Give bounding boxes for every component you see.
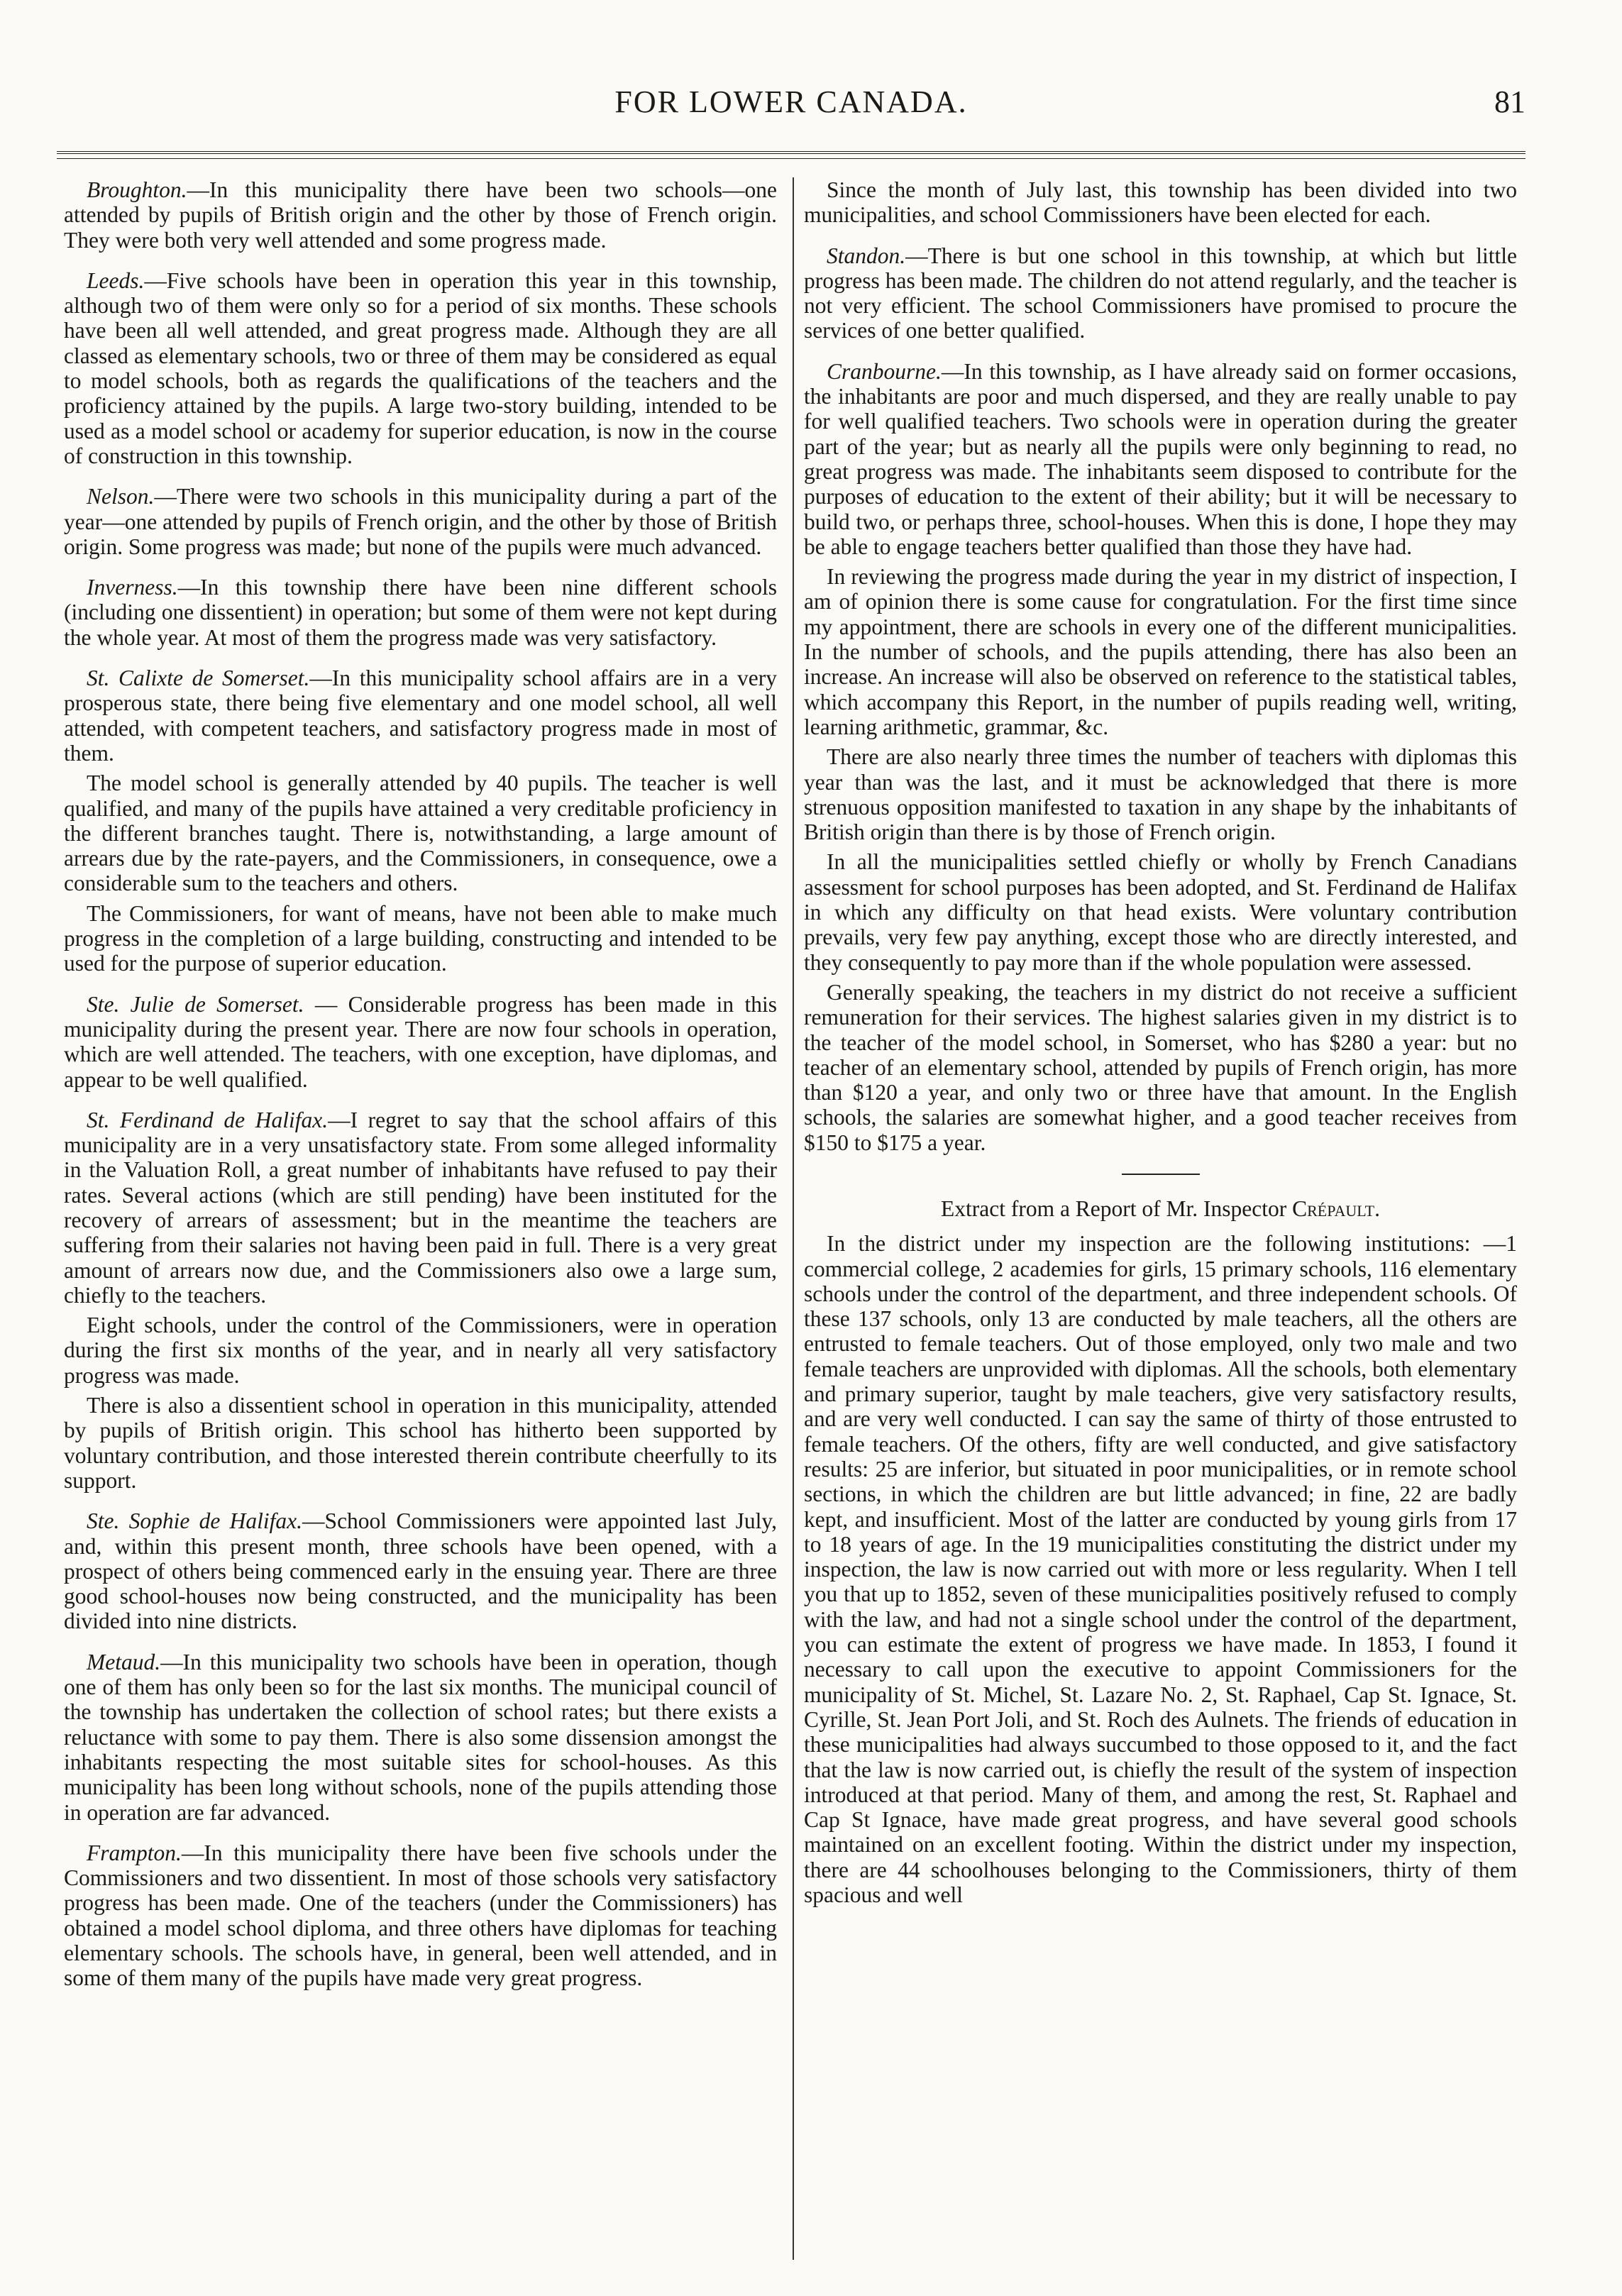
paragraph: The Commissioners, for want of means, have not been able to make much progress in the completion of a large building, constructing and intended to be used for the purpose of superior education. — [64, 900, 777, 976]
page-number: 81 — [1494, 84, 1526, 119]
left-column — [64, 177, 777, 2256]
place-name: St. Ferdinand de Halifax. — [87, 1107, 329, 1132]
paragraph: The model school is generally attended by 40 pupils. The teacher is well qualified, and many of the pupils have attained a very creditable proficiency in the different branches taught. There is, notwithstanding, a large amount of arrears due by the rate-payers, and the Commissioners, in consequence, owe a considerable sum to the teachers and others. — [64, 771, 777, 896]
right-column — [804, 177, 1517, 2256]
paragraph: Inverness.—In this township there have been nine different schools (including one dissentient) in operation; but some of them were not kept during the whole year. At most of them the progress made was very satisfactory. — [64, 575, 777, 650]
paragraph: There are also nearly three times the number of teachers with diplomas this year than was the last, and it must be acknowledged that there is more strenuous opposition manifested to taxation in any shape by the inhabitants of British origin than there is by those of French origin. — [804, 744, 1517, 845]
paragraph: Ste. Sophie de Halifax.—School Commissioners were appointed last July, and, within this present month, three schools have been opened, with a prospect of others being commenced early in the ensuing year. There are three good school-houses now being constructed, and the municipality has been divided into nine districts. — [64, 1508, 777, 1634]
paragraph: Ste. Julie de Somerset. — Considerable progress has been made in this municipality during the present year. There are now four schools in operation, which are well attended. The teachers, with one exception, have diplomas, and appear to be well qualified. — [64, 991, 777, 1092]
paragraph: Leeds.—Five schools have been in operation this year in this township, although two of them were only so for a period of six months. These schools have been all well attended, and great progress made. Although they are all classed as elementary schools, two or three of them may be considered as equal to model schools, both as regards the qualifications of the teachers and the proficiency attained by the pupils. A large two-story building, intended to be used as a model school or academy for superior education, is now in the course of construction in this township. — [64, 267, 777, 468]
place-name: Frampton. — [87, 1840, 182, 1865]
paragraph: Eight schools, under the control of the Commissioners, were in operation during the first six months of the year, and in nearly all very satisfactory progress was made. — [64, 1313, 777, 1388]
paragraph: St. Calixte de Somerset.—In this municipality school affairs are in a very prosperous state, there being five elementary and one model school, all well attended, with competent teachers, and satisfactory progress made in most of them. — [64, 666, 777, 766]
running-title: FOR LOWER CANADA. — [614, 84, 968, 119]
header-rule — [57, 151, 1526, 159]
place-name: Ste. Julie de Somerset. — [87, 991, 304, 1017]
place-name: Ste. Sophie de Halifax. — [87, 1508, 303, 1534]
paragraph: Frampton.—In this municipality there have been five schools under the Commissioners and two dissentient. In most of those schools very satisfactory progress has been made. One of the teachers (under the Commissioners) has obtained a model school diploma, and three others have diplomas for teaching elementary schools. The schools have, in general, been well attended, and in some of them many of the pupils have made very great progress. — [64, 1840, 777, 1991]
paragraph: There is also a dissentient school in operation in this municipality, attended by pupils of British origin. This school has hitherto been supported by voluntary contribution, and those interested therein contribute cheerfully to its support. — [64, 1393, 777, 1493]
place-name: Broughton. — [87, 177, 187, 202]
place-name: Standon. — [827, 243, 906, 268]
section-separator — [1122, 1174, 1200, 1175]
extract-heading: Extract from a Report of Mr. Inspector Crépault. — [941, 1196, 1380, 1221]
column-divider — [793, 177, 794, 2260]
inspector-name: Crépault. — [1292, 1196, 1380, 1221]
paragraph: Generally speaking, the teachers in my district do not receive a sufficient remuneration for their services. The highest salaries given in my district is to the teacher of the model school, in Somerset, who has $280 a year: but no teacher of an elementary school, attended by pupils of French origin, has more than $120 a year, and only two or three have that amount. In the English schools, the salaries are somewhat higher, and a good teacher receives from $150 to $175 a year. — [804, 979, 1517, 1155]
paragraph: Since the month of July last, this township has been divided into two municipalities, and school Commissioners have been elected for each. — [804, 177, 1517, 228]
paragraph: Standon.—There is but one school in this township, at which but little progress has been made. The children do not attend regularly, and the teacher is not very efficient. The school Commissioners have promised to procure the services of one better qualified. — [804, 243, 1517, 343]
place-name: Cranbourne. — [827, 358, 942, 384]
paragraph: Nelson.—There were two schools in this municipality during a part of the year—one attended by pupils of French origin, and the other by those of British origin. Some progress was made; but none of the pupils were much advanced. — [64, 484, 777, 559]
paragraph: In reviewing the progress made during the year in my district of inspection, I am of opinion there is some cause for congratulation. For the first time since my appointment, there are schools in every one of the different municipalities. In the number of schools, and the pupils attending, there has also been an increase. An increase will also be observed on reference to the statistical tables, which accompany this Report, in the number of pupils reading well, writing, learning arithmetic, grammar, &c. — [804, 564, 1517, 739]
paragraph: In the district under my inspection are the following institutions: —1 commercial college, 2 academies for girls, 15 primary schools, 116 elementary schools under the control of the department, and three independent schools. Of these 137 schools, only 13 are conducted by male teachers, all the others are entrusted to female teachers. Out of those employed, only two male and two female teachers are unprovided with diplomas. All the schools, both elementary and primary superior, taught by male teachers, give very satisfactory results, and are very well conducted. I can say the same of thirty of those entrusted to female teachers. Of the others, fifty are well conducted, and give satisfactory results: 25 are inferior, but situated in poor municipalities, or in remote school sections, in which the children are but little advanced; in fine, 22 are badly kept, and insufficient. Most of the latter are conducted by young girls from 17 to 18 years of age. In the 19 municipalities constituting the district under my inspection, the law is now carried out with more or less regularity. When I tell you that up to 1852, seven of these municipalities positively refused to comply with the law, and had not a single school under the control of the department, you can estimate the extent of progress we have made. In 1853, I found it necessary to call upon the executive to appoint Commissioners for the municipality of St. Michel, St. Lazare No. 2, St. Raphael, Cap St. Ignace, St. Cyrille, St. Jean Port Joli, and St. Roch des Aulnets. The friends of education in these municipalities had always succumbed to those opposed to it, and the fact that the law is now carried out, is chiefly the result of the system of inspection introduced at that period. Many of them, and among the rest, St. Raphael and Cap St Ignace, have made great progress, and have several good schools maintained on an excellent footing. Within the district under my inspection, there are 44 schoolhouses belonging to the Commissioners, thirty of them spacious and well — [804, 1231, 1517, 1907]
place-name: Leeds. — [87, 267, 145, 293]
paragraph: Cranbourne.—In this township, as I have already said on former occasions, the inhabitants are poor and much dispersed, and they are really unable to pay for well qualified teachers. Two schools were in operation during the greater part of the year; but as nearly all the pupils were only beginning to read, no great progress was made. The inhabitants seem disposed to contribute for the purposes of education to the extent of their ability; but it will be necessary to build two, or perhaps three, school-houses. When this is done, I hope they may be able to engage teachers better qualified than those they have had. — [804, 358, 1517, 559]
place-name: St. Calixte de Somerset. — [87, 666, 310, 691]
page-header — [57, 84, 1526, 140]
place-name: Inverness. — [87, 575, 178, 600]
paragraph: In all the municipalities settled chiefly or wholly by French Canadians assessment for school purposes has been adopted, and St. Ferdinand de Halifax in which any difficulty on that head exists. Were voluntary contribution prevails, very few pay anything, except those who are directly interested, and they consequently to pay more than if the whole population were assessed. — [804, 849, 1517, 975]
paragraph: Broughton.—In this municipality there have been two schools—one attended by pupils of British origin and the other by those of French origin. They were both very well attended and some progress made. — [64, 177, 777, 253]
place-name: Nelson. — [87, 484, 155, 509]
paragraph: St. Ferdinand de Halifax.—I regret to say that the school affairs of this municipality are in a very unsatisfactory state. From some alleged informality in the Valuation Roll, a great number of inhabitants have refused to pay their rates. Several actions (which are still pending) have been instituted for the recovery of arrears of assessment; but in the meantime the teachers are suffering from their salaries not having been paid in full. There is a very great amount of arrears now due, and the Commissioners also owe a large sum, chiefly to the teachers. — [64, 1107, 777, 1308]
paragraph: Metaud.—In this municipality two schools have been in operation, though one of them has only been so for the last six months. The municipal council of the township has undertaken the collection of school rates; but there exists a reluctance with some to pay them. There is also some dissension amongst the inhabitants respecting the most suitable sites for school-houses. As this municipality has been long without schools, none of the pupils attending those in operation are far advanced. — [64, 1649, 777, 1825]
place-name: Metaud. — [87, 1649, 161, 1674]
